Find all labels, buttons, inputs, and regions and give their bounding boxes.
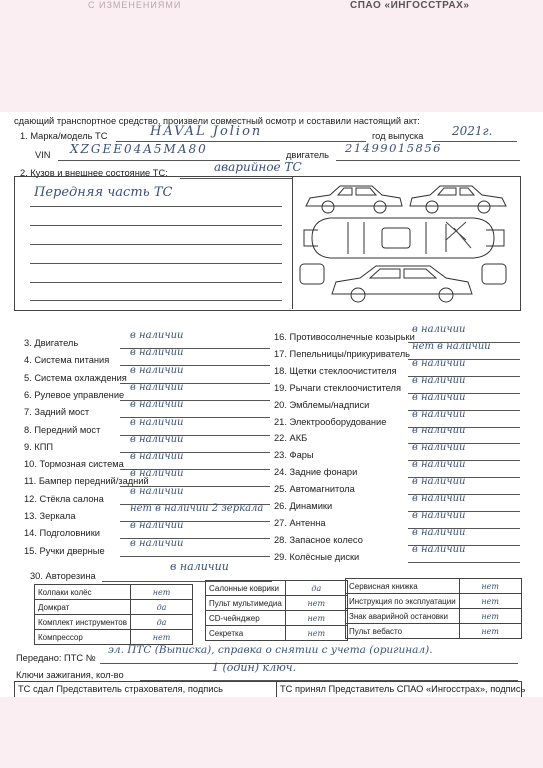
right_items-value: в наличии	[412, 425, 466, 437]
right_items-value: в наличии	[412, 357, 466, 369]
right_items-value: в наличии	[412, 509, 466, 521]
header-band	[0, 0, 543, 112]
equipment-label: Колпаки колёс	[35, 585, 131, 600]
vin-label: VIN	[35, 150, 51, 160]
make-label: 1. Марка/модель ТС	[20, 131, 108, 141]
right_items-label: 22. АКБ	[274, 433, 308, 444]
equipment-value: да	[131, 600, 193, 615]
left_items-value: в наличии	[130, 537, 184, 549]
right_items-label: 27. Антенна	[274, 517, 326, 528]
car-side-view-left	[306, 186, 402, 206]
docs-line	[100, 663, 518, 664]
equipment-label: Сервисная книжка	[346, 579, 460, 594]
equipment-row	[206, 596, 348, 611]
equipment-row	[206, 626, 348, 641]
left_items-label: 15. Ручки дверные	[24, 545, 105, 556]
condition-box-divider	[292, 177, 293, 309]
equipment-row	[35, 600, 193, 615]
left_items-value: в наличии	[130, 381, 184, 393]
left_items-label: 13. Зеркала	[24, 511, 76, 521]
intro-text: сдающий транспортное средство, произвели совместный осмотр и составили настоящий акт:	[14, 116, 420, 126]
equipment-value: нет	[131, 630, 193, 645]
right_items-label: 28. Запасное колесо	[274, 534, 363, 545]
right_items-label: 19. Рычаги стеклоочистителя	[274, 382, 401, 393]
left_items-value: в наличии	[130, 330, 184, 341]
right_items-value: в наличии	[412, 324, 466, 335]
engine-value: 21499015856	[345, 141, 442, 155]
left_items-value: в наличии	[130, 520, 184, 532]
equipment-value: нет	[285, 626, 347, 641]
equipment-table-3	[345, 578, 522, 639]
right_items-value: в наличии	[412, 408, 466, 420]
car-rear-view	[482, 264, 506, 284]
right_items-label: 17. Пепельницы/прикуриватель	[274, 348, 411, 359]
right_items-label: 25. Автомагнитола	[274, 484, 355, 495]
left_items-label: 3. Двигатель	[24, 338, 79, 348]
vin-value: XZGEE04A5MA80	[70, 142, 208, 156]
car-side-view-right	[410, 186, 506, 206]
equipment-row	[35, 585, 193, 600]
right_items-value: в наличии	[412, 526, 466, 538]
equipment-value: нет	[459, 579, 521, 594]
equipment-value: нет	[285, 596, 347, 611]
year-label: год выпуска	[372, 131, 424, 141]
right_items-label: 20. Эмблемы/надписи	[274, 399, 370, 410]
equipment-value: нет	[131, 585, 193, 600]
engine-label: двигатель	[286, 150, 329, 160]
right_items-value: нет в наличии	[412, 340, 491, 352]
header-company: СПАО «ИНГОССТРАХ»	[350, 0, 470, 11]
equipment-label: Салонные коврики	[206, 581, 286, 596]
equipment-row	[346, 594, 522, 609]
note-line-4	[30, 263, 282, 264]
note-line-3	[30, 244, 282, 245]
equipment-value: нет	[459, 624, 521, 639]
right_items-label: 26. Динамики	[274, 501, 333, 511]
left_items-value: в наличии	[130, 416, 184, 428]
equipment-row	[206, 581, 348, 596]
left_items-label: 8. Передний мост	[24, 424, 101, 435]
equipment-value: нет	[459, 609, 521, 624]
equipment-row	[346, 624, 522, 639]
tires-label: 30. Авторезина	[30, 571, 96, 581]
left_items-label: 5. Система охлаждения	[24, 372, 127, 383]
signature-right-label: ТС принял Представитель СПАО «Ингосстрах», подпись	[280, 684, 526, 694]
left_items-value: в наличии	[130, 433, 184, 445]
equipment-label: Знак аварийной остановки	[346, 609, 460, 624]
footer-band	[0, 697, 543, 768]
right_items-value: в наличии	[412, 476, 466, 488]
equipment-row	[206, 611, 348, 626]
equipment-label: Инструкция по эксплуатации	[346, 594, 460, 609]
left_items-label: 6. Рулевое управление	[24, 389, 125, 400]
right_items-value: в наличии	[412, 391, 466, 403]
docs-value: эл. ПТС (Выписка), справка о снятии с учета (оригинал).	[108, 644, 433, 656]
car-front-view	[300, 264, 324, 284]
year-value: 2021г.	[452, 124, 493, 138]
right_items-label: 18. Щетки стеклоочистителя	[274, 365, 397, 376]
equipment-label: Комплект инструментов	[35, 615, 131, 630]
left_items-label: 7. Задний мост	[24, 407, 90, 418]
note-line-1	[30, 206, 282, 207]
right_items-label: 21. Электрооборудование	[274, 416, 387, 427]
left_items-label: 12. Стёкла салона	[24, 493, 104, 504]
right_items-value: в наличии	[412, 374, 466, 386]
car-top-view	[312, 218, 494, 258]
left_items-line	[120, 556, 270, 557]
equipment-value: да	[285, 581, 347, 596]
left_items-label: 9. КПП	[24, 441, 54, 452]
equipment-label: Пульт мультимедиа	[206, 596, 286, 611]
left_items-value: в наличии	[130, 364, 184, 376]
left_items-label: 11. Бампер передний/задний	[24, 476, 149, 487]
equipment-row	[346, 609, 522, 624]
condition-label: 2. Кузов и внешнее состояние ТС:	[20, 168, 168, 178]
right_items-label: 16. Противосолнечные козырьки	[274, 332, 415, 342]
equipment-label: Компрессор	[35, 630, 131, 645]
equipment-table-1	[34, 584, 193, 645]
note-line-6	[30, 300, 282, 301]
left_items-value: нет в наличии 2 зеркала	[130, 503, 264, 514]
year-line	[432, 141, 517, 142]
tires-value: в наличии	[170, 560, 229, 573]
equipment-value: да	[131, 615, 193, 630]
right_items-label: 29. Колёсные диски	[274, 551, 360, 562]
equipment-value: нет	[285, 611, 347, 626]
left_items-value: в наличии	[130, 399, 184, 411]
equipment-label: Домкрат	[35, 600, 131, 615]
car-diagram-icon	[296, 178, 516, 308]
left_items-label: 10. Тормозная система	[24, 459, 124, 470]
make-value: HAVAL Jolion	[150, 124, 263, 139]
equipment-row	[35, 630, 193, 645]
keys-value: 1 (один) ключ.	[212, 661, 297, 674]
right_items-label: 24. Задние фонари	[274, 467, 358, 478]
left_items-label: 4. Система питания	[24, 355, 110, 366]
right_items-value: в наличии	[412, 543, 466, 555]
engine-line	[336, 160, 520, 161]
damage-note: Передняя часть ТС	[34, 185, 173, 200]
right_items-value: в наличии	[412, 459, 466, 471]
equipment-value: нет	[459, 594, 521, 609]
equipment-row	[346, 579, 522, 594]
equipment-label: CD-чейнджер	[206, 611, 286, 626]
right_items-value: в наличии	[412, 442, 466, 454]
left_items-value: в наличии	[130, 485, 184, 497]
left_items-value: в наличии	[130, 451, 184, 463]
right_items-value: в наличии	[412, 493, 466, 504]
signature-left-label: ТС сдал Представитель страхователя, подпись	[18, 684, 223, 694]
header-left-text: С ИЗМЕНЕНИЯМИ	[88, 0, 182, 10]
equipment-table-2	[205, 580, 348, 641]
right_items-line	[408, 562, 520, 563]
equipment-row	[35, 615, 193, 630]
equipment-label: Секретка	[206, 626, 286, 641]
docs-label: Передано: ПТС №	[16, 653, 96, 663]
left_items-label: 14. Подголовники	[24, 528, 100, 539]
keys-label: Ключи зажигания, кол-во	[16, 670, 124, 680]
left_items-value: в наличии	[130, 468, 184, 480]
left_items-value: в наличии	[130, 347, 184, 359]
note-line-5	[30, 282, 282, 283]
condition-value: аварийное ТС	[214, 160, 302, 174]
right_items-label: 23. Фары	[274, 450, 314, 461]
equipment-label: Пульт вебасто	[346, 624, 460, 639]
note-line-2	[30, 225, 282, 226]
